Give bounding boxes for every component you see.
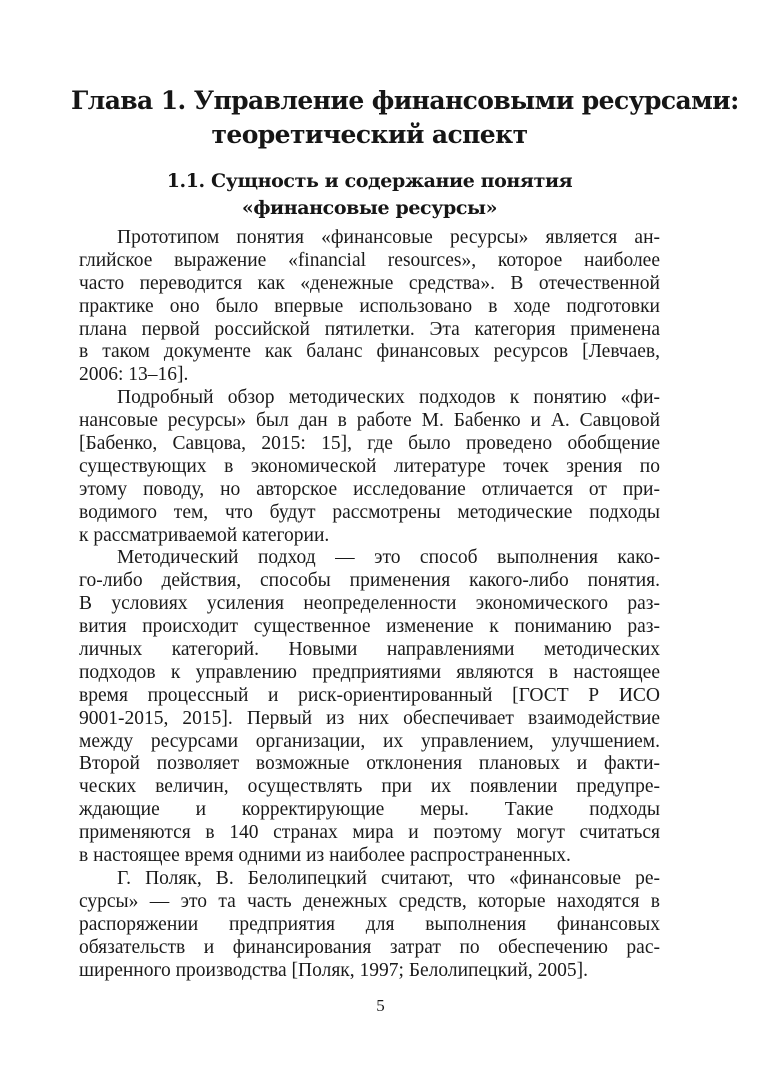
text-line: время процессный и риск-ориентированный [ГОСТ Р ИСО [79,684,660,706]
text-line: в настоящее время одними из наиболее распространенных. [79,845,571,867]
chapter-title-line: теоретический аспект [211,120,528,149]
text-line: [Бабенко, Савцова, 2015: 15], где было проведено обобщение [79,433,660,455]
paragraph [79,387,660,547]
paragraph [79,227,660,387]
text-line: 2006: 13–16]. [79,364,189,386]
text-line: ческих величин, осуществлять при их появлении предупре- [79,776,660,798]
section-title-line: «финансовые ресурсы» [241,197,498,219]
text-line: распоряжении предприятия для выполнения финансовых [79,913,660,935]
text-line: практике оно было впервые использовано в ходе подготовки [79,295,660,317]
paragraph [79,547,660,867]
text-line: к рассматриваемой категории. [79,524,330,546]
text-line: сурсы» — это та часть денежных средств, которые находятся в [79,890,660,912]
text-line: Прототипом понятия «финансовые ресурсы» является ан- [117,227,660,248]
text-line: водимого тем, что будут рассмотрены методические подходы [79,501,660,523]
text-line: вития происходит существенное изменение к пониманию раз- [79,616,660,638]
text-line: Второй позволяет возможные отклонения плановых и факти- [79,753,660,775]
text-line: ждающие и корректирующие меры. Такие подходы [79,799,660,821]
chapter-title [71,84,739,152]
text-line: существующих в экономической литературе точек зрения по [79,455,660,477]
paragraph [79,868,660,982]
text-line: плана первой российской пятилетки. Эта категория применена [79,318,660,340]
text-line: Методический подход — это способ выполнения како- [117,547,660,569]
chapter-title-line: Глава 1. Управление финансовыми ресурсами: [71,86,739,115]
text-line: в таком документе как баланс финансовых ресурсов [Левчаев, [79,341,660,363]
text-line: го-либо действия, способы применения какого-либо понятия. [79,570,660,592]
text-line: В условиях усиления неопределенности экономического раз- [79,593,660,615]
body-text [79,227,660,982]
text-line: обязательств и финансирования затрат по обеспечению рас- [79,936,660,958]
text-line: этому поводу, но авторское исследование отличается от при- [79,478,660,500]
text-line: 9001-2015, 2015]. Первый из них обеспечивает взаимодействие [79,707,660,729]
text-line: нансовые ресурсы» был дан в работе М. Бабенко и А. Савцовой [79,410,660,432]
text-line: Г. Поляк, В. Белолипецкий считают, что «финансовые ре- [117,867,660,889]
section-title [79,168,660,222]
section-title-line: 1.1. Сущность и содержание понятия [166,170,573,192]
page-number: 5 [376,996,385,1015]
text-line: личных категорий. Новыми направлениями методических [79,639,660,661]
text-line: Подробный обзор методических подходов к понятию «фи- [117,387,660,409]
text-line: подходов к управлению предприятиями являются в настоящее [79,661,660,683]
text-line: глийское выражение «financial resources», которое наиболее [79,249,660,271]
text-line: между ресурсами организации, их управлением, улучшением. [79,730,660,752]
text-line: ширенного производства [Поляк, 1997; Белолипецкий, 2005]. [79,959,589,981]
text-line: применяются в 140 странах мира и поэтому могут считаться [79,822,660,844]
text-line: часто переводится как «денежные средства». В отечественной [79,272,660,294]
